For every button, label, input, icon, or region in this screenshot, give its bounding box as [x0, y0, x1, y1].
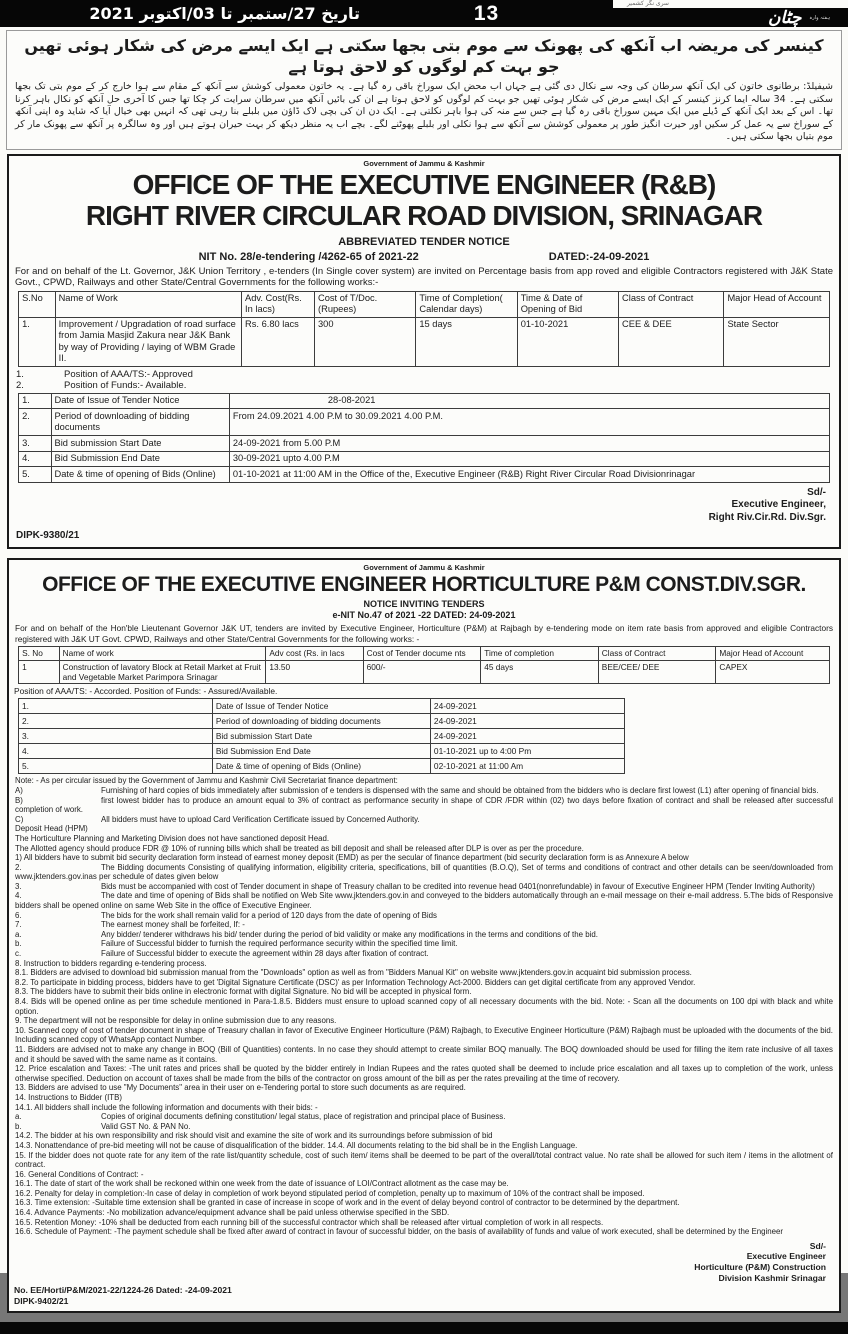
- schedule-num: 3.: [19, 436, 51, 452]
- dipk-ref: DIPK-9402/21: [14, 1296, 69, 1307]
- terms-line: 13. Bidders are advised to use "My Documents" area in their user on e-Tendering portal to store such documents as are required.: [15, 1083, 466, 1093]
- signature-title: Executive Engineer: [746, 1251, 826, 1262]
- schedule-value: 01-10-2021 up to 4:00 Pm: [430, 744, 624, 759]
- position-text: Position of Funds:- Available.: [64, 379, 187, 391]
- col-header: Major Head of Account: [716, 647, 830, 660]
- terms-line: C) All bidders must have to upload Card Verification Certificate issued by Concerned Authority.: [15, 814, 420, 824]
- terms-line: 8.2. To participate in bidding process, bidders have to get 'Digital Signature Certificate (DSC)' as per Information Technology Act-2000. Bidders can get digital certificate from any approved Vendor.: [15, 977, 696, 987]
- terms-line: The Allotted agency should produce FDR @ 10% of running bills which shall be treated as bill deposit and shall be released after DLP is over as per the procedure.: [15, 843, 584, 853]
- cell-completion: 45 days: [481, 660, 599, 684]
- terms-line: 8. Instruction to bidders regarding e-tendering process.: [15, 958, 207, 968]
- terms-line: 3. Bids must be accompanied with cost of Tender document in shape of Treasury challan to be credited into revenue head 0401(nonrefundable) in favour of Executive Engineer HPM (Tender Inviting Authority): [15, 881, 815, 891]
- position-line: [14, 369, 834, 380]
- terms-line-label: c.: [15, 949, 22, 959]
- terms-line-label: 6.: [15, 910, 22, 920]
- office-ref: No. EE/Horti/P&M/2021-22/1224-26 Dated: -24-09-2021: [14, 1285, 232, 1296]
- notice2-schedule-table: [18, 698, 625, 774]
- schedule-label: Bid Submission End Date: [51, 451, 229, 467]
- terms-line-label: b.: [15, 1121, 22, 1131]
- cell-adv-cost: Rs. 6.80 lacs: [242, 317, 315, 366]
- notice2-intro: For and on behalf of the Hon'ble Lieutenant Governor J&K UT, tenders are invited by Executive Engineer, Horticulture (P&M) at Rajbagh by e-tendering mode on item rate basis from approved and eligible Contractors registered with J&K UT Govt. CPWD, Railways and other State/Central Governments for the following works: -: [15, 623, 833, 644]
- col-header: Time of Completion( Calendar days): [416, 291, 517, 317]
- terms-line: a. Copies of original documents defining constitution/ legal status, place of registration and principal place of Business.: [15, 1112, 506, 1122]
- terms-line: 16.4. Advance Payments: -No mobilization advance/equipment advance shall be paid unless otherwise specified in the SBD.: [15, 1208, 450, 1218]
- terms-line-label: 2.: [15, 862, 22, 872]
- col-header: Cost of Tender docume nts: [363, 647, 481, 660]
- cell-sno: 1: [19, 660, 60, 684]
- terms-line: A) Furnishing of hard copies of bids immediately after submission of e tenders is dispensed with the same and should be obtained from the bidders who is declare first lowest (L1) after opening of financial bids.: [15, 785, 819, 795]
- notice1-work-table: [18, 291, 830, 367]
- terms-line-label: b.: [15, 939, 22, 949]
- cell-doc-cost: 600/-: [363, 660, 481, 684]
- terms-line: Deposit Head (HPM): [15, 824, 88, 834]
- schedule-row: [19, 436, 830, 452]
- terms-line: 15. If the bidder does not quote rate for any item of the rate list/quantity schedule, cost of such item/ items shall be deemed to be part of the overall/total contract value. No rate shall be allowed for such item / items in the allotment of contract.: [15, 1150, 833, 1170]
- terms-line-label: C): [15, 814, 24, 824]
- cell-work-name: Construction of lavatory Block at Retail Market at Fruit and Vegetable Market Parimpora Srinagar: [59, 660, 266, 684]
- position-line: Position of AAA/TS: - Accorded. Position of Funds: - Assured/Available.: [14, 686, 278, 697]
- col-header: Class of Contract: [619, 291, 724, 317]
- schedule-row: [19, 451, 830, 467]
- terms-line: 6. The bids for the work shall remain valid for a period of 120 days from the date of opening of Bids: [15, 910, 437, 920]
- schedule-label: Period of downloading of bidding documents: [51, 409, 229, 436]
- terms-line: 12. Price escalation and Taxes: -The unit rates and prices shall be quoted by the bidder entirely in Indian Rupees and the rates quoted shall be deemed to include price escalation and all taxes up to completion of the work, unless otherwise specified. Deduction on account of taxes shall be made from the bills of the contractor on gross amount of the bill as per the rates prevailing at the time of recovery.: [15, 1064, 833, 1083]
- terms-line: 1) All bidders have to submit bid security declaration form instead of earnest money deposit (EMD) as per the secular of finance department (bid security declaration form is as Annexure A below: [15, 853, 689, 863]
- schedule-value: 01-10-2021 at 11:00 AM in the Office of the, Executive Engineer (R&B) Right River Circular Road Divisionrinagar: [229, 467, 829, 483]
- terms-line-label: B): [15, 795, 23, 805]
- tender-notice-horticulture: [7, 558, 841, 1313]
- notice2-subtitle: NOTICE INVITING TENDERS: [363, 599, 485, 610]
- notice2-title: OFFICE OF THE EXECUTIVE ENGINEER HORTICULTURE P&M CONST.DIV.SGR.: [42, 573, 806, 597]
- schedule-label: Date of Issue of Tender Notice: [51, 393, 229, 409]
- terms-line: 14. Instructions to Bidder (ITB): [15, 1092, 123, 1102]
- notice1-title-line1: OFFICE OF THE EXECUTIVE ENGINEER (R&B): [132, 168, 716, 200]
- issue-date: تاریخ 27/ستمبر تا 03/اکتوبر 2021: [89, 4, 360, 23]
- schedule-num: 3.: [19, 729, 213, 744]
- col-header: Time of completion: [481, 647, 599, 660]
- schedule-label: Period of downloading of bidding documents: [212, 714, 430, 729]
- terms-line-label: 7.: [15, 920, 22, 930]
- terms-line: a. Any bidder/ tenderer withdraws his bid/ tender during the period of bid validity or make any modifications in the terms and conditions of the bid.: [15, 929, 598, 939]
- terms-line-label: 4.: [15, 891, 22, 901]
- schedule-value: 30-09-2021 upto 4.00 P.M: [229, 451, 829, 467]
- schedule-label: Date & time of opening of Bids (Online): [51, 467, 229, 483]
- cell-opening: 01-10-2021: [517, 317, 618, 366]
- terms-line: 16.6. Schedule of Payment: -The payment schedule shall be fixed after award of contract in favour of successful bidder, on the basis of availability of funds and value of work executed, shall be determined by the Engineer: [15, 1227, 784, 1237]
- terms-line: 16.2. Penalty for delay in completion:-In case of delay in completion of work beyond stipulated period of completion, penalty up to maximum of 10% of the contract shall be imposed.: [15, 1188, 645, 1198]
- schedule-row: [19, 759, 625, 774]
- col-header: S. No: [19, 647, 60, 660]
- schedule-value: 24-09-2021: [430, 699, 624, 714]
- cell-contract-class: CEE & DEE: [619, 317, 724, 366]
- cell-doc-cost: 300: [315, 317, 416, 366]
- schedule-row: [19, 699, 625, 714]
- position-num: 2.: [16, 379, 24, 391]
- terms-line: c. Failure of Successful bidder to execute the agreement within 28 days after fixation of contract.: [15, 949, 429, 959]
- signature-sd: Sd/-: [809, 1240, 826, 1251]
- schedule-row: [19, 744, 625, 759]
- schedule-row: [19, 714, 625, 729]
- masthead-subtitle: ہفتہ وارہ: [809, 15, 830, 21]
- terms-line: 11. Bidders are advised not to make any change in BOQ (Bill of Quantities) contents. In no case they should attempt to create similar BOQ manually. The BOQ downloaded should be used for filling the item rate inclusive of all taxes and it should be saved with the same name as it contains.: [15, 1044, 833, 1064]
- notice1-schedule-table: [18, 393, 830, 483]
- terms-line: 7. The earnest money shall be forfeited, If: -: [15, 920, 245, 930]
- terms-line: 14.3. Nonattendance of pre-bid meeting will not be cause of disqualification of the bidder. 14.4. All documents relating to the bid shall be in the English Language.: [15, 1140, 578, 1150]
- govt-line: Government of Jammu & Kashmir: [363, 158, 485, 168]
- terms-line: 16. General Conditions of Contract: -: [15, 1169, 144, 1179]
- terms-line-label: 3.: [15, 881, 22, 891]
- schedule-value: 24-09-2021: [430, 729, 624, 744]
- terms-line: 8.3. The bidders have to submit their bids online in electronic format with digital Signature. No bid will be accepted in physical form.: [15, 987, 472, 997]
- col-header: Name of work: [59, 647, 266, 660]
- dipk-ref: DIPK-9380/21: [16, 530, 80, 542]
- schedule-num: 5.: [19, 759, 213, 774]
- cell-adv-cost: 13.50: [266, 660, 363, 684]
- terms-line-label: a.: [15, 1112, 22, 1122]
- terms-line: 14.2. The bidder at his own responsibility and risk should visit and examine the site of work and its surroundings before submission of bid: [15, 1131, 493, 1141]
- terms-line: 4. The date and time of opening of Bids shall be notified on Web Site www.jktenders.gov.in and conveyed to the bidders automatically through an e-mail message on their e-mail address. 5.The bids of Responsive bidders shall be opened online on same Web Site in the office of Executive Engineer.: [15, 891, 833, 911]
- table-row: [19, 317, 830, 366]
- terms-line: 14.1. All bidders shall include the following information and documents with their bids: -: [15, 1102, 318, 1112]
- page-number: 13: [473, 1, 500, 25]
- schedule-num: 4.: [19, 744, 213, 759]
- schedule-label: Date of Issue of Tender Notice: [212, 699, 430, 714]
- schedule-num: 2.: [19, 409, 51, 436]
- schedule-row: [19, 409, 830, 436]
- col-header: Adv. Cost(Rs. In lacs): [242, 291, 315, 317]
- terms-list: [15, 776, 833, 1237]
- schedule-label: Bid submission Start Date: [51, 436, 229, 452]
- notice1-intro: For and on behalf of the Lt. Governor, J&K Union Territory , e-tenders (In Single cover system) are invited on Percentage basis from app roved and eligible Contractors registered with J&K State Govt., CPWD, Railways and other State/Central Governments for the following works:-: [15, 265, 833, 289]
- terms-line: Note: - As per circular issued by the Government of Jammu and Kashmir Civil Secretariat finance department:: [15, 776, 398, 786]
- col-header: Major Head of Account: [724, 291, 829, 317]
- cell-work-name: Improvement / Upgradation of road surface from Jamia Masjid Zakura near J&K Bank by way of Providing / laying of WBM Grade II.: [55, 317, 241, 366]
- col-header: Cost of T/Doc. (Rupees): [315, 291, 416, 317]
- signature-division: Horticulture (P&M) Construction: [694, 1262, 826, 1273]
- table-header-row: [19, 647, 830, 660]
- cell-completion: 15 days: [416, 317, 517, 366]
- notice2-signature: [14, 1241, 826, 1283]
- schedule-row: [19, 393, 830, 409]
- terms-line: 16.1. The date of start of the work shall be reckoned within one week from the date of issuance of LOI/Contract allotment as the case may be.: [15, 1179, 509, 1189]
- nit-date: DATED:-24-09-2021: [548, 250, 650, 263]
- col-header: Time & Date of Opening of Bid: [517, 291, 618, 317]
- schedule-num: 4.: [19, 451, 51, 467]
- terms-line: 16.5. Retention Money: -10% shall be deducted from each running bill of the successful contractor which shall be released after virtual completion of work in all respects.: [15, 1217, 604, 1227]
- terms-line: 8.4. Bids will be opened online as per time schedule mentioned in Para-1.8.5. Bidders must ensure to upload scanned copy of all necessary documents with the bid. Note: - Scan all the documents on 100 dpi with black and white option.: [15, 997, 833, 1016]
- position-line: [14, 380, 834, 391]
- notice1-title-line2: RIGHT RIVER CIRCULAR ROAD DIVISION, SRINAGAR: [85, 199, 763, 231]
- notice2-refs: [14, 1285, 834, 1307]
- article-body: شیفیلڈ: برطانوی خاتون کی ایک آنکھ سرطان کی وجہ سے نکال دی گئی ہے جہاں اب محض ایک سوراخ باقی رہ گیا ہے۔ یہ خاتون معمولی کوشش سے آنکھ کے مقام سے ہوا خارج کر کے موم بتی تک بجھا سکتی ہے۔ 34 سالہ ایما کرنز کینسر کے ایک ایسے مرض کی شکار ہوئی تھیں جو بہت کم لوگوں کو لاحق ہوتا ہے ان کی بائیں آنکھ میں سرطان سرایت کر چکا تھا جس کا آخری حل آنکھ کو نکال باہر کرنا تھا۔ اس کے بعد ایک آنکھ کے ڈیلے میں ایک مہین سوراخ باقی رہ گیا ہے جس سے منہ کی ہوا باہر نکلتی ہے۔ ایک دن ان کی بچی لاک ڈاؤن میں بلبلے بنا رہی تھی کہ انہیں بھی خیال آیا کہ شاید وہ اپنی آنکھ کے سوراخ سے یہ عمل کر سکیں اور حیرت انگیز طور پر معمولی کوشش سے آنکھ سے ہوا نکلی اور بلبلے پھوٹنے لگے۔ بچے اب یہ منظر دیکھ کر بہت حیران ہوتے ہیں اور وہ سالگرہ پر آنکھ سے پھونک مار کر موم بتیاں بجھا سکتی ہیں۔: [15, 81, 833, 143]
- position-text: Position of AAA/TS:- Approved: [64, 368, 193, 380]
- signature-division: Right Riv.Cir.Rd. Div.Sgr.: [708, 511, 826, 523]
- govt-line: Government of Jammu & Kashmir: [363, 563, 485, 573]
- terms-line: B) first lowest bidder has to produce an amount equal to 3% of contract as performance security in shape of CDR /FDR within (02) two days before fixation of contract and shall be released after successful completion of work.: [15, 795, 833, 815]
- table-row: [19, 660, 830, 684]
- schedule-value: From 24.09.2021 4.00 P.M to 30.09.2021 4.00 P.M.: [229, 409, 829, 436]
- cell-head-account: State Sector: [724, 317, 829, 366]
- newspaper-header-bar: [0, 0, 848, 27]
- schedule-num: 5.: [19, 467, 51, 483]
- position-num: 1.: [16, 368, 24, 380]
- col-header: Adv cost (Rs. in lacs: [266, 647, 363, 660]
- terms-line-label: a.: [15, 929, 22, 939]
- notice1-signature: [14, 487, 826, 525]
- schedule-label: Date & time of opening of Bids (Online): [212, 759, 430, 774]
- terms-line: b. Valid GST No. & PAN No.: [15, 1121, 191, 1131]
- terms-line: 2. The Bidding documents Consisting of qualifying information, eligibility criteria, specifications, bill of quantities (B.O.Q), Set of terms and conditions of contract and other details can be seen/downloaded from www.jktenders.gov.inas per schedule of dates given below: [15, 862, 833, 882]
- cell-contract-class: BEE/CEE/ DEE: [598, 660, 716, 684]
- schedule-value: 24-09-2021 from 5.00 P.M: [229, 436, 829, 452]
- col-header: Class of Contract: [598, 647, 716, 660]
- col-header: S.No: [19, 291, 55, 317]
- table-header-row: [19, 291, 830, 317]
- col-header: Name of Work: [55, 291, 241, 317]
- terms-line: 8.1. Bidders are advised to download bid submission manual from the "Downloads" option as well as from "Bidders Manual Kit" on website www.jktenders.gov.in acquaint bid submission process.: [15, 968, 692, 978]
- terms-line: 10. Scanned copy of cost of tender document in shape of Treasury challan in favor of Executive Engineer Horticulture (P&M) Rajbagh, to Executive Engineer Horticulture (P&M) Rajbagh must be uploaded with the documents of the bid. Including scanned copy of WhatsApp contact Number.: [15, 1025, 833, 1045]
- masthead-logo: [768, 8, 848, 28]
- masthead-name-text: چٹان: [768, 8, 802, 28]
- urdu-article: [6, 30, 842, 150]
- tender-notice-rb: [7, 154, 841, 550]
- nit-number: NIT No. 28/e-tendering /4262-65 of 2021-22: [198, 250, 419, 263]
- masthead-tagline: سری نگر کشمیر: [613, 0, 848, 8]
- masthead: [613, 0, 848, 27]
- schedule-num: 2.: [19, 714, 213, 729]
- schedule-row: [19, 729, 625, 744]
- article-headline: کینسر کی مریضہ اب آنکھ کی پھونک سے موم بتی بجھا سکتی ہے ایک ایسے مرض کی شکار ہوئی تھیں جو بہت کم لوگوں کو لاحق ہوتا ہے: [24, 36, 824, 76]
- notice1-subtitle: ABBREVIATED TENDER NOTICE: [338, 235, 510, 248]
- schedule-row: [19, 467, 830, 483]
- schedule-value: 24-09-2021: [430, 714, 624, 729]
- terms-line: The Horticulture Planning and Marketing Division does not have sanctioned deposit Head.: [15, 833, 330, 843]
- signature-title: Executive Engineer,: [731, 499, 826, 511]
- signature-sd: Sd/-: [807, 486, 826, 498]
- notice1-nit-row: [14, 251, 834, 263]
- notice2-work-table: [18, 646, 830, 684]
- bottom-rule-bar: [0, 1322, 848, 1334]
- terms-line-label: A): [15, 785, 23, 795]
- notice2-nit-line: e-NIT No.47 of 2021 -22 DATED: 24-09-2021: [332, 610, 516, 621]
- cell-sno: 1.: [19, 317, 55, 366]
- schedule-label: Bid submission Start Date: [212, 729, 430, 744]
- signature-location: Division Kashmir Srinagar: [718, 1272, 826, 1283]
- schedule-num: 1.: [19, 393, 51, 409]
- schedule-label: Bid Submission End Date: [212, 744, 430, 759]
- terms-line: b. Failure of Successful bidder to furnish the required performance security within the specified time limit.: [15, 939, 458, 949]
- schedule-value: 02-10-2021 at 11:00 Am: [430, 759, 624, 774]
- schedule-value: 28-08-2021: [229, 393, 829, 409]
- terms-line: 9. The department will not be responsible for delay in online submission due to any reasons.: [15, 1016, 337, 1026]
- terms-line: 16.3. Time extension: -Suitable time extension shall be granted in case of increase in scope of work and in the event of delay beyond control of contractor to be determined by the department.: [15, 1198, 680, 1208]
- cell-head-account: CAPEX: [716, 660, 830, 684]
- schedule-num: 1.: [19, 699, 213, 714]
